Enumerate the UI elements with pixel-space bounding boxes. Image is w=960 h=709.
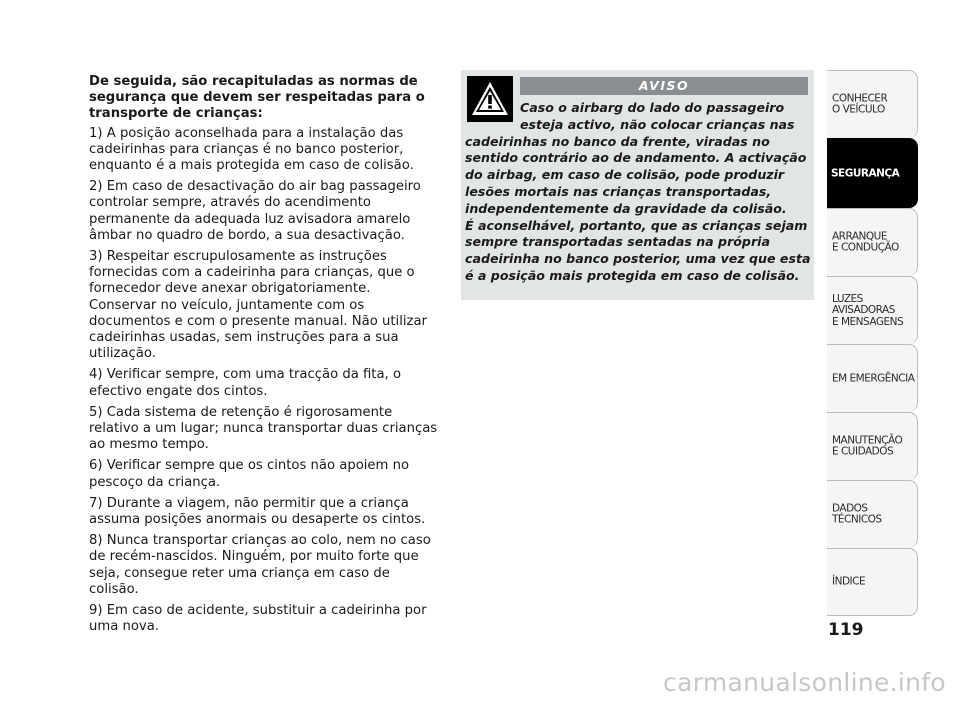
tab-arranque-e-conducao[interactable] (827, 208, 918, 276)
tab-label: CONHECER (832, 92, 888, 104)
rule-item-6: 6) Verificar sempre que os cintos não apoiem no pescoço da criança. (89, 458, 410, 490)
watermark-text: carmanualsonline.info (663, 668, 946, 697)
tab-label: E CONDUÇÃO (832, 241, 899, 254)
tab-label: ARRANQUE (832, 230, 887, 242)
tab-label: EM EMERGÊNCIA (832, 371, 915, 384)
tab-manutencao-e-cuidados[interactable] (827, 412, 918, 480)
safety-rules-column (89, 74, 441, 641)
warning-line-1: Caso o airbarg do lado do passageiro (520, 100, 785, 115)
rule-item-7: 7) Durante a viagem, não permitir que a criança assuma posições anormais ou desaperte os cintos. (89, 495, 426, 528)
warning-line-2: esteja activo, não colocar crianças nas (520, 116, 795, 132)
tab-label: MANUTENÇÃO (832, 434, 903, 446)
tab-luzes-avisadoras[interactable] (827, 276, 918, 344)
tab-label: E CUIDADOS (832, 445, 894, 458)
page-number: 119 (828, 620, 864, 640)
rule-item-9: 9) Em caso de acidente, substituir a cadeirinha por uma nova. (89, 603, 427, 635)
rule-item-2: 2) Em caso de desactivação do air bag passageiro controlar sempre, através do acendimento permanente da adequada luz avisadora amarelo âmbar no quadro de bordo, a sua desactivação. (89, 179, 421, 243)
rule-item-4: 4) Verificar sempre, com uma tracção da fita, o efectivo engate dos cintos. (89, 367, 402, 399)
tab-conhecer-o-veiculo[interactable] (827, 70, 918, 138)
tab-dados-tecnicos[interactable] (827, 480, 918, 548)
rule-item-3: 3) Respeitar escrupulosamente as instruções fornecidas com a cadeirinha para crianças, que o fornecedor deve anexar obrigatoriamente. Conservar no veículo, juntamente com os documentos e com o presente manual. Não utilizar cadeirinhas usadas, sem instruções para a sua utilização. (89, 249, 427, 362)
rule-item-5: 5) Cada sistema de retenção é rigorosamente relativo a um lugar; nunca transportar duas crianças ao mesmo tempo. (89, 404, 438, 453)
warning-box (461, 70, 814, 300)
tab-label: TÉCNICOS (832, 513, 882, 526)
tab-em-emergencia[interactable] (827, 344, 918, 412)
warning-text (465, 100, 811, 285)
tab-label: AVISADORAS (832, 303, 895, 316)
rule-item-8: 8) Nunca transportar crianças ao colo, nem no caso de recém-nascidos. Ninguém, por muito forte que seja, consegue reter uma criança em caso de colisão. (89, 533, 431, 597)
watermark (0, 668, 960, 697)
tab-label: LUZES (832, 292, 863, 305)
warning-paragraph-1: cadeirinhas no banco da frente, viradas no sentido contrário ao de andamento. A activação do airbag, em caso de colisão, pode produzir lesões mortais nas crianças transportadas, independentemente da gravidade da colisão. (465, 133, 807, 216)
tab-label: ÍNDICE (832, 575, 866, 588)
tab-indice[interactable] (827, 548, 918, 616)
warning-paragraph-2: É aconselhável, portanto, que as crianças sejam sempre transportadas sentadas na própria cadeirinha no banco posterior, uma vez que esta é a posição mais protegida em caso de colisão. (465, 217, 811, 283)
tab-label: E MENSAGENS (832, 315, 904, 328)
tab-label: O VEÍCULO (832, 103, 885, 116)
tab-label: SEGURANÇA (831, 166, 900, 179)
tab-seguranca[interactable] (827, 138, 918, 208)
intro-heading: De seguida, são recapituladas as normas de segurança que devem ser respeitadas para o transporte de crianças: (89, 74, 425, 122)
tab-label: DADOS (832, 502, 868, 514)
warning-title: AVISO (520, 77, 808, 95)
rule-item-1: 1) A posição aconselhada para a instalação das cadeirinhas para crianças é no banco posterior, enquanto é a mais protegida em caso de colisão. (89, 125, 414, 174)
